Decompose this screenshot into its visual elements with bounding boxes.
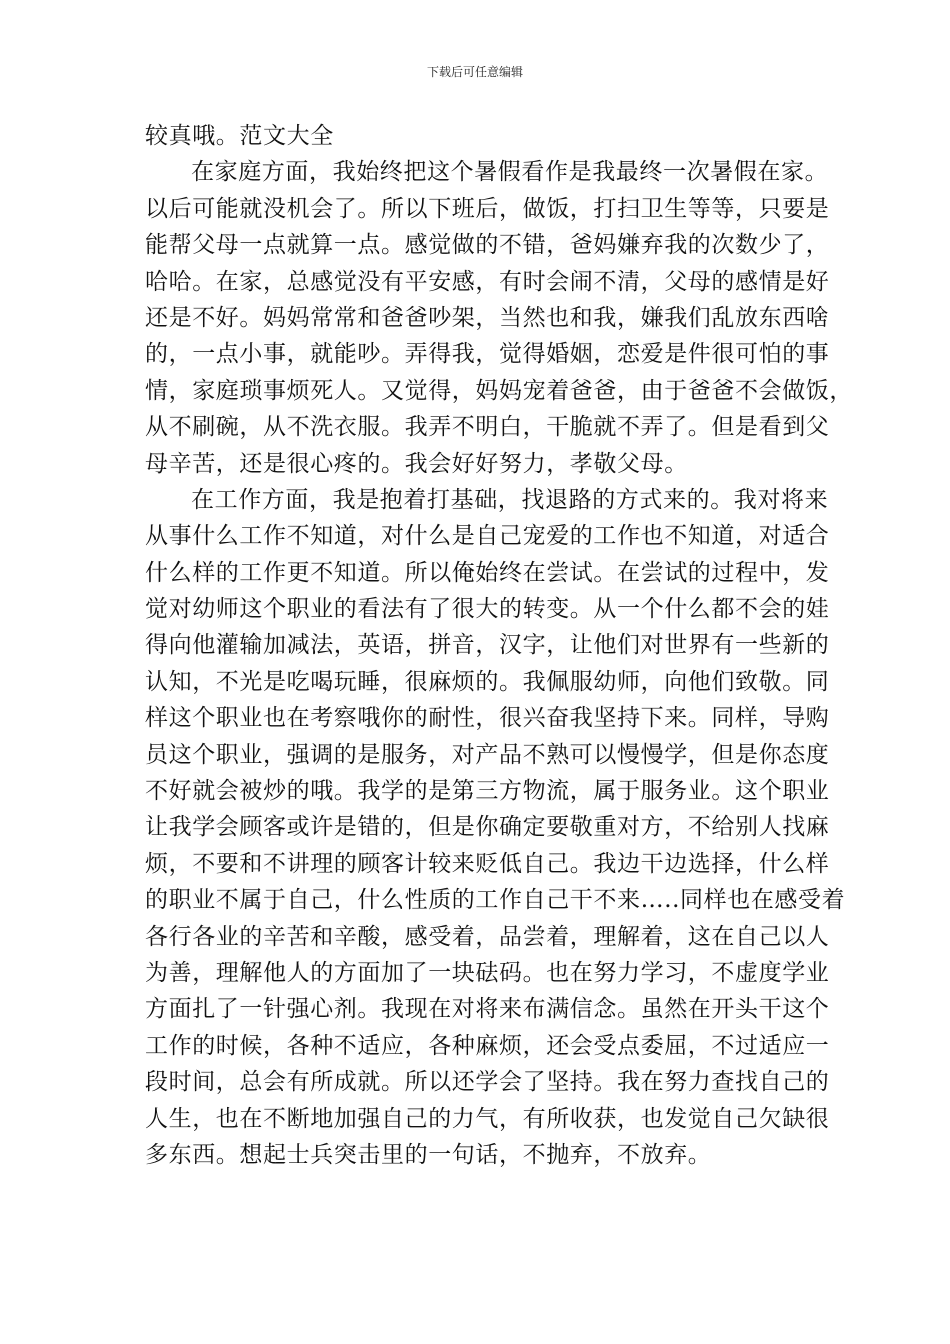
paragraph: [145, 118, 821, 154]
text-line: 在工作方面，我是抱着打基础，找退路的方式来的。我对将来: [191, 486, 829, 513]
text-line: 人生，也在不断地加强自己的力气，有所收获，也发觉自己欠缺很: [145, 1105, 830, 1132]
text-line: 较真哦。范文大全: [145, 123, 334, 149]
text-line: 工作的时候，各种不适应，各种麻烦，还会受点委屈，不过适应一: [145, 1032, 830, 1059]
page-header: 下载后可任意编辑: [426, 65, 523, 79]
text-line: 多东西。想起士兵突击里的一句话，不抛弃，不放弃。: [145, 1141, 712, 1168]
text-line: 不好就会被炒的哦。我学的是第三方物流，属于服务业。这个职业: [145, 778, 830, 805]
text-line: 员这个职业，强调的是服务，对产品不熟可以慢慢学，但是你态度: [145, 741, 830, 768]
text-line: 各行各业的辛苦和辛酸，感受着，品尝着，理解着，这在自己以人: [145, 923, 830, 950]
text-line: 为善，理解他人的方面加了一块砝码。也在努力学习，不虚度学业: [145, 959, 830, 986]
text-line: 母辛苦，还是很心疼的。我会好好努力，孝敬父母。: [145, 450, 688, 477]
text-line: 以后可能就没机会了。所以下班后，做饭，打扫卫生等等，只要是: [145, 195, 830, 222]
text-line: 在家庭方面，我始终把这个暑假看作是我最终一次暑假在家。: [191, 159, 829, 186]
text-line: 还是不好。妈妈常常和爸爸吵架，当然也和我，嫌我们乱放东西啥: [145, 304, 830, 331]
text-line: 哈哈。在家，总感觉没有平安感，有时会闹不清，父母的感情是好: [145, 268, 830, 295]
text-line: 什么样的工作更不知道。所以俺始终在尝试。在尝试的过程中，发: [145, 559, 830, 586]
text-line: 从不刷碗，从不洗衣服。我弄不明白，干脆就不弄了。但是看到父: [145, 414, 830, 441]
text-line: 样这个职业也在考察哦你的耐性，很兴奋我坚持下来。同样，导购: [145, 705, 830, 732]
text-line: 的职业不属于自己，什么性质的工作自己干不来…..同样也在感受着: [145, 887, 846, 914]
text-line: 觉对幼师这个职业的看法有了很大的转变。从一个什么都不会的娃: [145, 596, 830, 623]
text-line: 方面扎了一针强心剂。我现在对将来布满信念。虽然在开头干这个: [145, 996, 830, 1023]
text-line: 从事什么工作不知道，对什么是自己宠爱的工作也不知道，对适合: [145, 523, 830, 550]
text-line: 烦，不要和不讲理的顾客计较来贬低自己。我边干边选择，什么样: [145, 850, 830, 877]
paragraph: [145, 482, 846, 1173]
document-body: [145, 118, 853, 1173]
text-line: 能帮父母一点就算一点。感觉做的不错，爸妈嫌弃我的次数少了，: [145, 232, 830, 259]
text-line: 得向他灌输加减法，英语，拼音，汉字，让他们对世界有一些新的: [145, 632, 830, 659]
text-line: 的，一点小事，就能吵。弄得我，觉得婚姻，恋爱是件很可怕的事: [145, 341, 830, 368]
text-line: 段时间，总会有所成就。所以还学会了坚持。我在努力查找自己的: [145, 1069, 830, 1096]
text-line: 让我学会顾客或许是错的，但是你确定要敬重对方，不给别人找麻: [145, 814, 830, 841]
text-line: 认知，不光是吃喝玩睡，很麻烦的。我佩服幼师，向他们致敬。同: [145, 668, 830, 695]
text-line: 情，家庭琐事烦死人。又觉得，妈妈宠着爸爸，由于爸爸不会做饭，: [145, 377, 853, 404]
paragraph: [145, 154, 853, 482]
